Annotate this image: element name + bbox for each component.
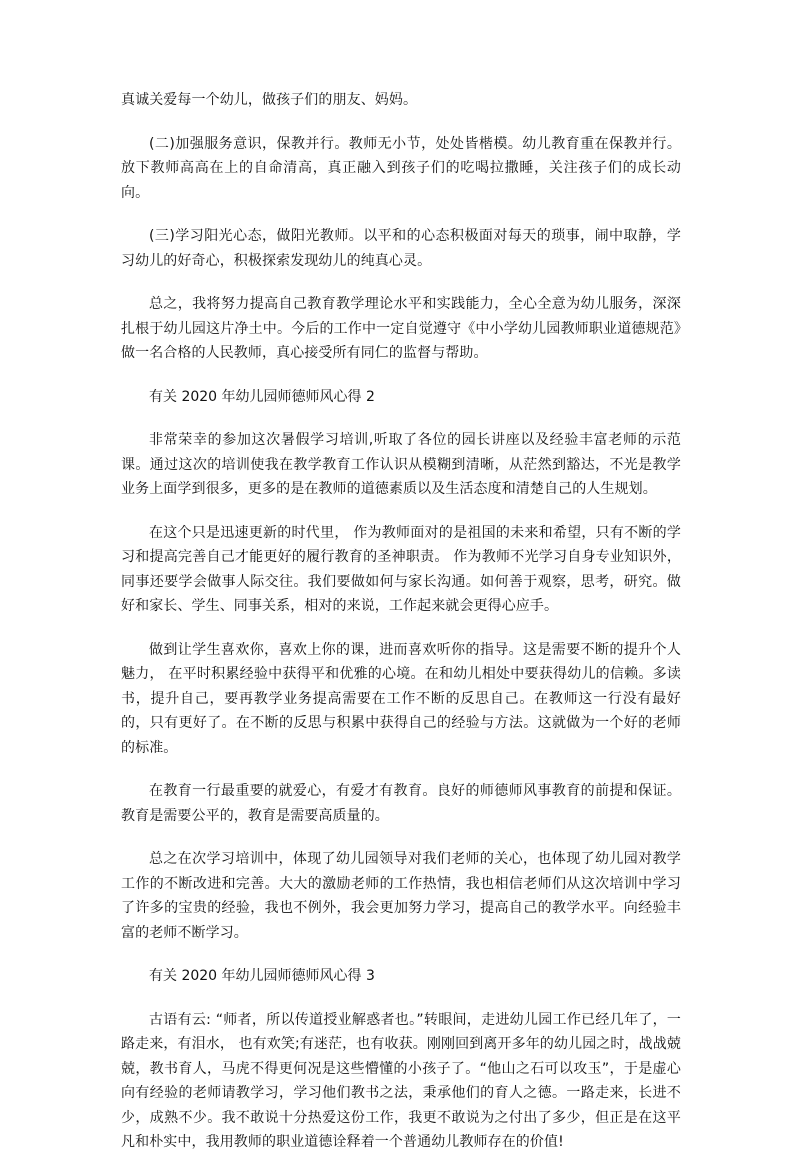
document-page xyxy=(121,88,681,1174)
paragraph-training-intro: 非常荣幸的参加这次暑假学习培训,听取了各位的园长讲座以及经验丰富老师的示范课。通过这次的培训使我在教学教育工作认识从模糊到清晰，从茫然到豁达，不光是教学业务上面学到很多，更多的是在教师的道德素质以及生活态度和清楚自己的人生规划。 xyxy=(121,432,681,497)
section-heading-3: 有关 2020 年幼儿园师德师风心得 3 xyxy=(149,968,375,984)
paragraph-era-learning: 在这个只是迅速更新的时代里， 作为教师面对的是祖国的未来和希望，只有不断的学习和提高完善自己才能更好的履行教育的圣神职责。 作为教师不光学习自身专业知识外，同事还要学会做事人际交往。我们要做如何与家长沟通。如何善于观察，思考，研究。做好和家长、学生、同事关系，相对的来说，工作起来就会更得心应手。 xyxy=(121,524,681,614)
paragraph-love-education: 在教育一行最重要的就爱心，有爱才有教育。良好的师德师风事教育的前提和保证。教育是需要公平的，教育是需要高质量的。 xyxy=(121,783,681,824)
section-heading-2: 有关 2020 年幼儿园师德师风心得 2 xyxy=(149,388,375,405)
paragraph-ancient-saying: 古语有云: “师者，所以传道授业解惑者也。”转眼间，走进幼儿园工作已经几年了，一路走来，有泪水， 也有欢笑;有迷茫，也有收获。刚刚回到离开多年的幼儿园之时，战战兢兢，教书育人，马虎不得更何况是这些懵懂的小孩子了。“他山之石可以攻玉”，于是虚心向有经验的老师请教学习，学习他们教书之法，秉承他们的育人之德。一路走来，长进不少，成熟不少。我不敢说十分热爱这份工作，我更不敢说为之付出了多少，但正是在这平凡和朴实中，我用教师的职业道德诠释着一个普通幼儿教师存在的价值! xyxy=(121,1011,681,1150)
paragraph-conclusion-2: 总之在次学习培训中，体现了幼儿园领导对我们老师的关心，也体现了幼儿园对教学工作的不断改进和完善。大大的激励老师的工作热情，我也相信老师们从这次培训中学习了许多的宝贵的经验，我也不例外，我会更加努力学习，提高自己的教学水平。向经验丰富的老师不断学习。 xyxy=(121,851,681,941)
paragraph-student-liking: 做到让学生喜欢你，喜欢上你的课，进而喜欢听你的指导。这是需要不断的提升个人魅力， 在平时积累经验中获得平和优雅的心境。在和幼儿相处中要获得幼儿的信赖。多读书，提升自己，要再教学业务提高需要在工作不断的反思自己。在教师这一行没有最好的，只有更好了。在不断的反思与积累中获得自己的经验与方法。这就做为一个好的老师的标准。 xyxy=(121,641,681,756)
paragraph-sunny-mindset: (三)学习阳光心态，做阳光教师。以平和的心态积极面对每天的琐事，闹中取静，学习幼儿的好奇心，积极探索发现幼儿的纯真心灵。 xyxy=(121,228,681,269)
paragraph-service-awareness: (二)加强服务意识，保教并行。教师无小节，处处皆楷模。幼儿教育重在保教并行。放下教师高高在上的自命清高，真正融入到孩子们的吃喝拉撒睡，关注孩子们的成长动向。 xyxy=(121,135,681,201)
paragraph-care-children: 真诚关爱每一个幼儿，做孩子们的朋友、妈妈。 xyxy=(121,92,418,108)
paragraph-conclusion-1: 总之，我将努力提高自己教育教学理论水平和实践能力，全心全意为幼儿服务，深深扎根于幼儿园这片净土中。今后的工作中一定自觉遵守《中小学幼儿园教师职业道德规范》做一名合格的人民教师，真心接受所有同仁的监督与帮助。 xyxy=(121,296,681,361)
